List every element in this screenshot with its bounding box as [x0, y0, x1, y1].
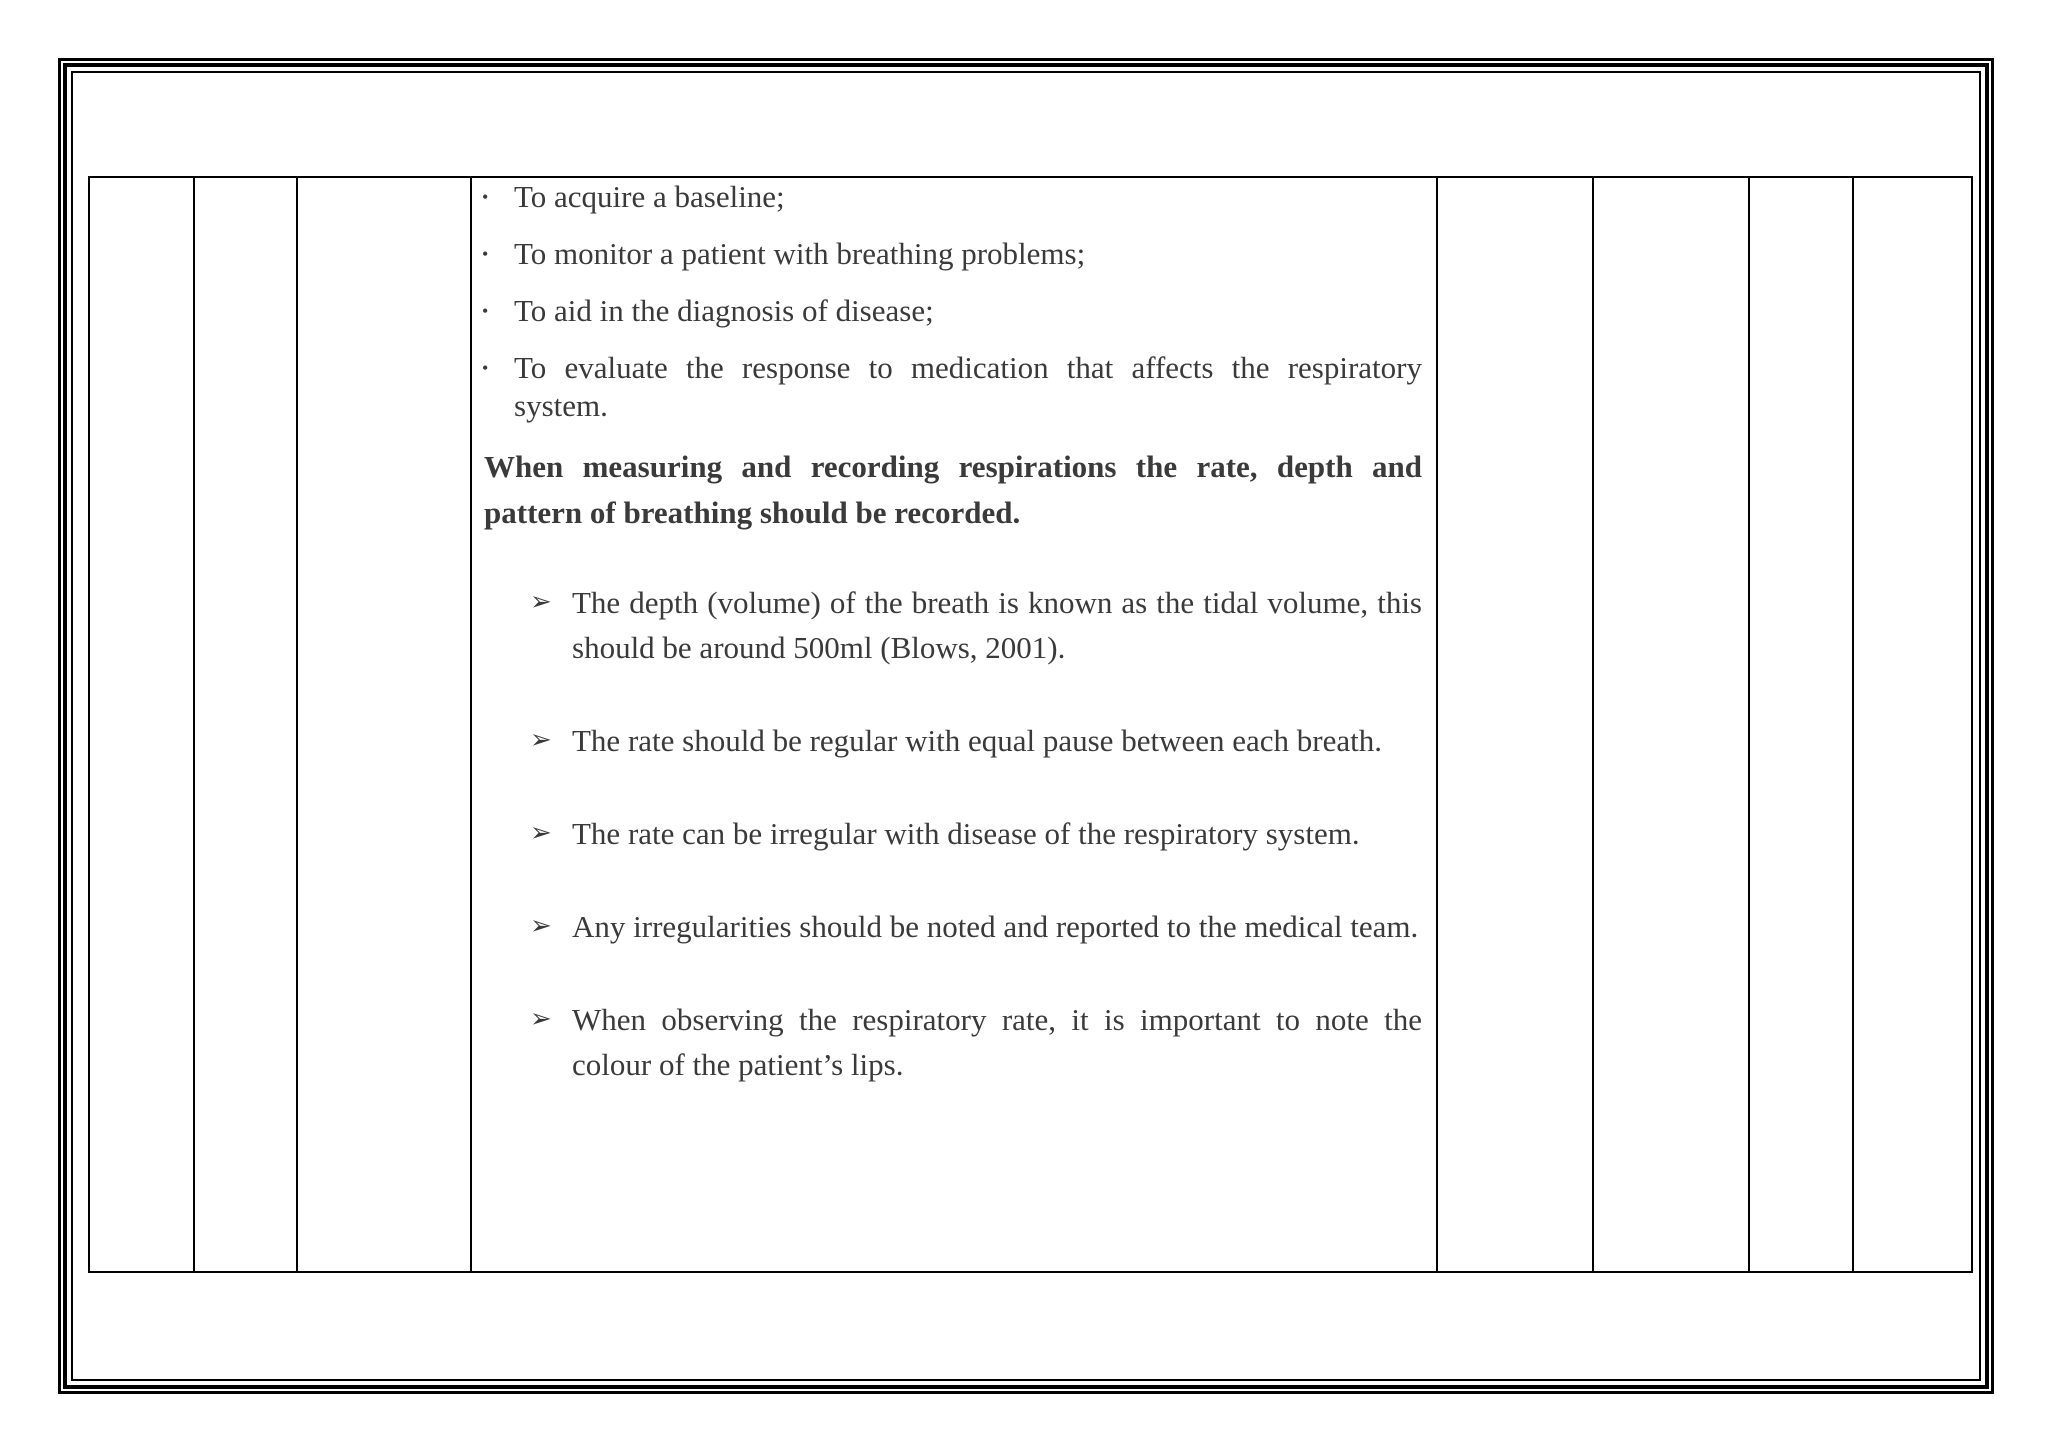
- list-item-text: Any irregularities should be noted and reported to the medical team.: [572, 909, 1419, 944]
- table-cell-empty: [1749, 177, 1853, 1272]
- arrowhead-icon: ➢: [530, 818, 552, 848]
- arrow-bullet-list: [484, 580, 1422, 1087]
- list-item-text: When observing the respiratory rate, it is important to note the colour of the patient’s lips.: [572, 1002, 1422, 1082]
- content-block: [472, 178, 1436, 1087]
- list-item-text: To evaluate the response to medication that affects the respiratory system.: [514, 350, 1422, 423]
- table-cell-empty: [89, 177, 194, 1272]
- arrowhead-icon: ➢: [530, 587, 552, 617]
- bullet-dot-icon: •: [482, 187, 489, 207]
- list-item-text: The rate can be irregular with disease of the respiratory system.: [572, 816, 1360, 851]
- list-item-text: To acquire a baseline;: [514, 179, 785, 214]
- list-item: [484, 349, 1422, 425]
- list-item-text: The depth (volume) of the breath is known as the tidal volume, this should be around 500ml (Blows, 2001).: [572, 585, 1422, 665]
- list-item-text: The rate should be regular with equal pause between each breath.: [572, 723, 1382, 758]
- list-item: [484, 178, 1422, 216]
- list-item: [530, 997, 1422, 1087]
- bold-paragraph: When measuring and recording respirations the rate, depth and pattern of breathing should be recorded.: [484, 449, 1422, 530]
- arrowhead-icon: ➢: [530, 725, 552, 755]
- table-cell-empty: [297, 177, 471, 1272]
- bullet-dot-icon: •: [482, 358, 489, 378]
- table-cell-content: [471, 177, 1437, 1272]
- list-item: [530, 580, 1422, 670]
- table-cell-empty: [1853, 177, 1972, 1272]
- list-item: [484, 235, 1422, 273]
- table-row: [89, 177, 1972, 1272]
- table-cell-empty: [1437, 177, 1593, 1272]
- list-item: [530, 718, 1422, 763]
- arrowhead-icon: ➢: [530, 1004, 552, 1034]
- list-item: [530, 811, 1422, 856]
- bullet-dot-icon: •: [482, 244, 489, 264]
- purpose-bullet-list: [484, 178, 1422, 425]
- bullet-dot-icon: •: [482, 301, 489, 321]
- table-cell-empty: [194, 177, 297, 1272]
- arrowhead-icon: ➢: [530, 911, 552, 941]
- list-item: [484, 292, 1422, 330]
- table-cell-empty: [1593, 177, 1749, 1272]
- list-item-text: To monitor a patient with breathing problems;: [514, 236, 1086, 271]
- content-table: [88, 176, 1973, 1273]
- list-item-text: To aid in the diagnosis of disease;: [514, 293, 934, 328]
- list-item: [530, 904, 1422, 949]
